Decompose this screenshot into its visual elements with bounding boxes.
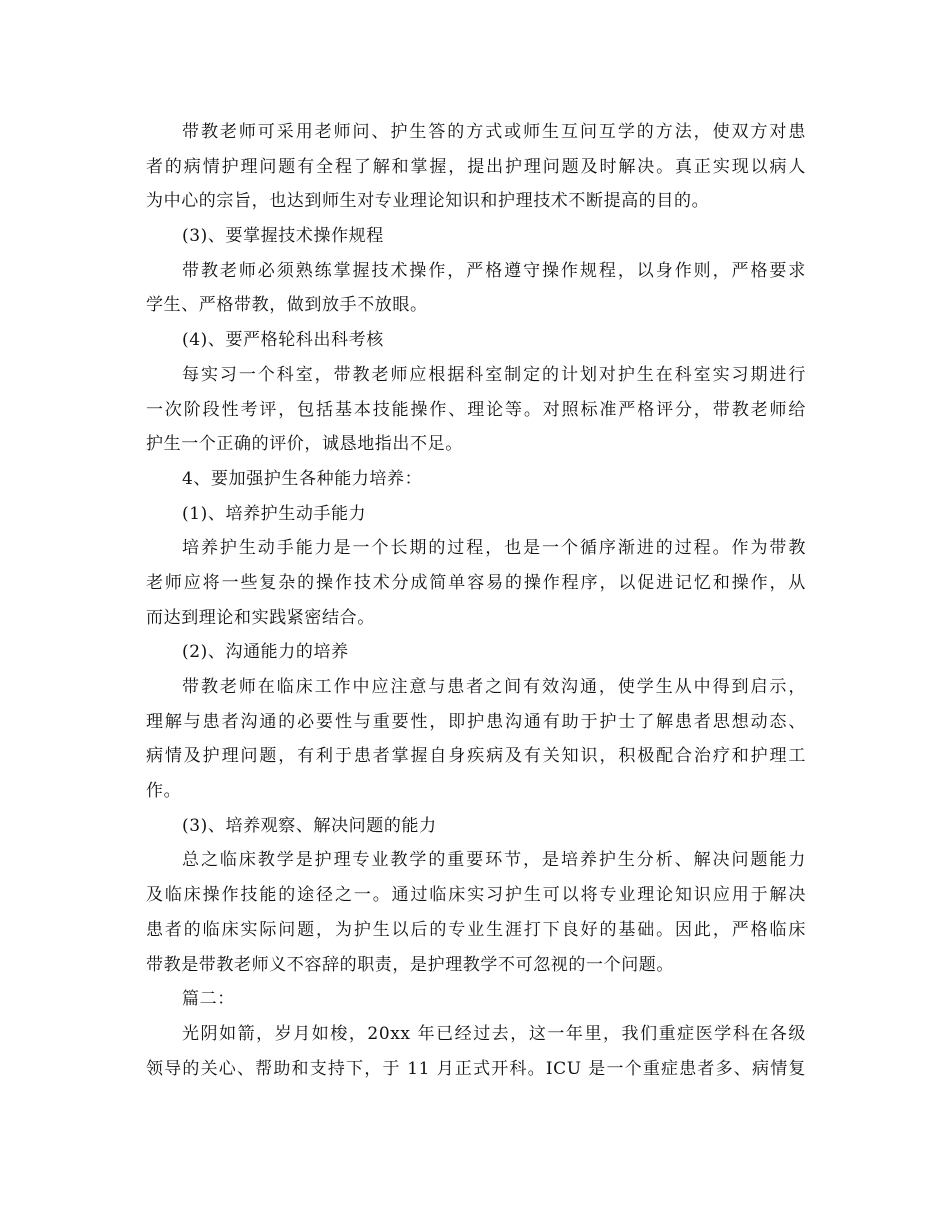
paragraph-line: 作。: [146, 781, 182, 802]
paragraph-line: 带教是带教老师义不容辞的职责，是护理教学不可忽视的一个问题。: [146, 954, 674, 975]
paragraph-line: 带教老师必须熟练掌握技术操作，严格遵守操作规程，以身作则，严格要求: [182, 260, 806, 281]
paragraph-line: 为中心的宗旨，也达到师生对专业理论知识和护理技术不断提高的目的。: [146, 191, 710, 212]
section-heading: (3)、培养观察、解决问题的能力: [182, 815, 437, 836]
section-heading: (4)、要严格轮科出科考核: [182, 330, 384, 351]
section-heading: 4、要加强护生各种能力培养：: [182, 468, 423, 489]
paragraph-line: 带教老师可采用老师问、护生答的方式或师生互问互学的方法，使双方对患: [182, 122, 806, 142]
section-heading: (3)、要掌握技术操作规程: [182, 226, 384, 247]
paragraph-line: 培养护生动手能力是一个长期的过程，也是一个循序渐进的过程。作为带教: [182, 538, 806, 559]
section-heading: 篇二：: [182, 989, 235, 1010]
document-body: [146, 115, 806, 1086]
paragraph-line: 理解与患者沟通的必要性与重要性，即护患沟通有助于护士了解患者思想动态、: [146, 711, 806, 732]
paragraph-line: 病情及护理问题，有利于患者掌握自身疾病及有关知识，积极配合治疗和护理工: [146, 746, 806, 767]
paragraph-line: 领导的关心、帮助和支持下，于 11 月正式开科。ICU 是一个重症患者多、病情复: [146, 1058, 806, 1079]
paragraph-line: 光阴如箭，岁月如梭，20xx 年已经过去，这一年里，我们重症医学科在各级: [182, 1023, 806, 1044]
paragraph-line: 患者的临床实际问题，为护生以后的专业生涯打下良好的基础。因此，严格临床: [146, 919, 806, 940]
paragraph-line: 学生、严格带教，做到放手不放眼。: [146, 295, 428, 316]
paragraph-line: 者的病情护理问题有全程了解和掌握，提出护理问题及时解决。真正实现以病人: [146, 156, 806, 177]
paragraph-line: 一次阶段性考评，包括基本技能操作、理论等。对照标准严格评分，带教老师给: [146, 399, 806, 420]
paragraph-line: 护生一个正确的评价，诚恳地指出不足。: [146, 434, 463, 455]
paragraph-line: 及临床操作技能的途径之一。通过临床实习护生可以将专业理论知识应用于解决: [146, 885, 806, 906]
paragraph-line: 总之临床教学是护理专业教学的重要环节，是培养护生分析、解决问题能力: [182, 850, 806, 871]
section-heading: (1)、培养护生动手能力: [182, 503, 367, 524]
paragraph-line: 带教老师在临床工作中应注意与患者之间有效沟通，使学生从中得到启示，: [182, 677, 806, 697]
paragraph-line: 而达到理论和实践紧密结合。: [146, 607, 375, 628]
paragraph-line: 老师应将一些复杂的操作技术分成简单容易的操作程序，以促进记忆和操作，从: [146, 572, 806, 593]
paragraph-line: 每实习一个科室，带教老师应根据科室制定的计划对护生在科室实习期进行: [182, 364, 806, 385]
section-heading: (2)、沟通能力的培养: [182, 642, 349, 663]
